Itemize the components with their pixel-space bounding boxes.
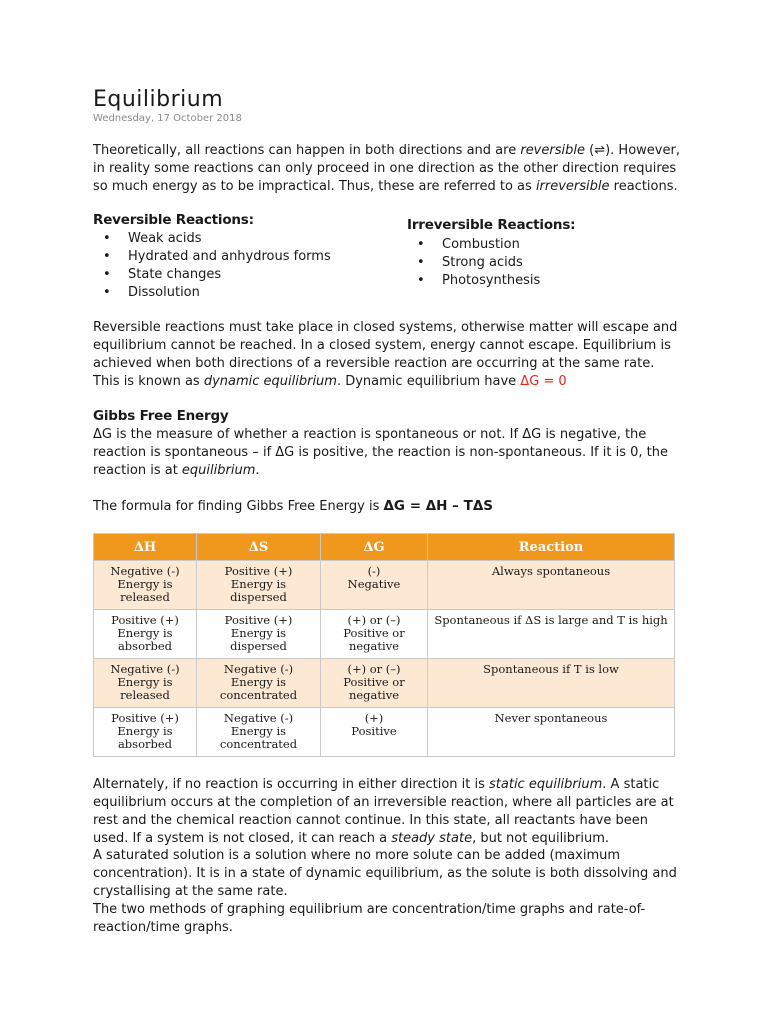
intro-em-irreversible: irreversible: [535, 179, 610, 194]
irreversible-list: [407, 236, 540, 290]
cell-reaction: Never spontaneous: [428, 708, 675, 757]
intro-paragraph: [93, 142, 683, 196]
cell-dh: [94, 610, 197, 659]
page-date: Wednesday, 17 October 2018: [93, 113, 242, 124]
list-item: • Strong acids: [407, 254, 540, 272]
table-header-row: [94, 534, 675, 561]
cell-line: Energy is: [230, 675, 287, 689]
static-text-3: , but not equilibrium.: [472, 831, 610, 846]
cell-line: concentrated: [219, 688, 298, 702]
cell-line: Energy is: [230, 724, 287, 738]
header-dg: ΔG: [321, 534, 428, 561]
static-em-equilibrium: static equilibrium: [489, 777, 603, 792]
cell-dh: [94, 659, 197, 708]
intro-text-2: (⇌). However, in reality some reactions can only proceed in one direction as the other direction requires so much energy as to be impractical. Thus, these are referred to as: [93, 143, 680, 194]
cell-line: Negative: [347, 577, 401, 591]
formula-paragraph: [93, 497, 683, 516]
cell-reaction: Always spontaneous: [428, 561, 675, 610]
cell-dg: [321, 659, 428, 708]
saturated-paragraph: A saturated solution is a solution where no more solute can be added (maximum concentration). It is in a state of dynamic equilibrium, as the solute is both dissolving and crystallising at the same rate.: [93, 848, 677, 899]
cell-line: Positive: [351, 724, 397, 738]
gibbs-paragraph: [93, 426, 683, 480]
gibbs-em-equilibrium: equilibrium: [181, 463, 256, 478]
cell-line: Negative (-): [110, 662, 180, 676]
page-title: Equilibrium: [93, 87, 224, 112]
cell-line: (+) or (–): [347, 662, 401, 676]
delta-g-zero: ΔG = 0: [520, 374, 567, 389]
cell-reaction: Spontaneous if T is low: [428, 659, 675, 708]
cell-line: absorbed: [117, 737, 173, 751]
cell-dg: [321, 610, 428, 659]
cell-reaction: Spontaneous if ΔS is large and T is high: [428, 610, 675, 659]
closed-text-1: Reversible reactions must take place in closed systems, otherwise matter will escape and equilibrium cannot be reached. In a closed system, energy cannot escape. Equilibrium is achieved when both directions of a reversible reaction are occurring at the same rate. This is known as: [93, 320, 678, 389]
cell-dh: [94, 561, 197, 610]
closed-system-paragraph: [93, 319, 683, 391]
cell-line: released: [120, 688, 170, 702]
static-em-steady-state: steady state: [391, 831, 473, 846]
cell-line: Positive (+): [224, 564, 293, 578]
cell-line: Energy is: [230, 626, 287, 640]
list-item: • State changes: [93, 266, 331, 284]
cell-line: (+) or (–): [347, 613, 401, 627]
reversible-list: [93, 230, 331, 302]
cell-dh: [94, 708, 197, 757]
static-text-2: . A static equilibrium occurs at the completion of an irreversible reaction, where all particles are at rest and the chemical reaction cannot continue. In this state, all reactants have been used. If a system is not closed, it can reach a: [93, 777, 674, 846]
cell-line: Negative (-): [223, 662, 294, 676]
header-ds: ΔS: [197, 534, 321, 561]
cell-line: Positive (+): [111, 613, 179, 627]
cell-line: absorbed: [117, 639, 173, 653]
static-equilibrium-paragraph: [93, 776, 683, 848]
cell-line: Positive (+): [224, 613, 293, 627]
cell-line: Energy is: [117, 675, 173, 689]
list-item: • Dissolution: [93, 284, 331, 302]
list-item: • Combustion: [407, 236, 540, 254]
cell-line: Positive (+): [111, 711, 179, 725]
header-dh: ΔH: [94, 534, 197, 561]
list-item: • Photosynthesis: [407, 272, 540, 290]
cell-line: (-): [367, 564, 381, 578]
cell-dg: [321, 561, 428, 610]
gibbs-text-1: ΔG is the measure of whether a reaction is spontaneous or not. If ΔG is negative, the reaction is spontaneous – if ΔG is positive, the reaction is non-spontaneous. If it is 0, the reaction is at: [93, 427, 668, 478]
cell-line: Positive or: [343, 675, 405, 689]
cell-line: released: [120, 590, 170, 604]
cell-line: Energy is: [117, 577, 173, 591]
cell-ds: [197, 708, 321, 757]
cell-line: Energy is: [117, 724, 173, 738]
gibbs-heading: Gibbs Free Energy: [93, 408, 229, 424]
formula-intro: The formula for finding Gibbs Free Energy is: [93, 499, 384, 514]
cell-line: dispersed: [230, 639, 287, 653]
cell-line: Energy is: [230, 577, 287, 591]
table-row: [94, 708, 675, 757]
closed-text-2: . Dynamic equilibrium have: [336, 374, 521, 389]
cell-ds: [197, 610, 321, 659]
intro-text-1: Theoretically, all reactions can happen in both directions and are: [93, 143, 521, 158]
cell-line: negative: [348, 639, 400, 653]
cell-line: Positive or: [343, 626, 405, 640]
gibbs-formula: ΔG = ΔH – TΔS: [383, 498, 493, 514]
cell-line: Negative (-): [223, 711, 294, 725]
graphs-paragraph: The two methods of graphing equilibrium are concentration/time graphs and rate-of-reaction/time graphs.: [93, 902, 646, 935]
static-text-1: Alternately, if no reaction is occurring in either direction it is: [93, 777, 490, 792]
cell-line: concentrated: [219, 737, 298, 751]
cell-line: Negative (-): [110, 564, 180, 578]
irreversible-heading: Irreversible Reactions:: [407, 217, 576, 233]
table-row: [94, 561, 675, 610]
list-item: • Weak acids: [93, 230, 331, 248]
table-row: [94, 610, 675, 659]
list-item: • Hydrated and anhydrous forms: [93, 248, 331, 266]
cell-dg: [321, 708, 428, 757]
cell-ds: [197, 561, 321, 610]
table-row: [94, 659, 675, 708]
cell-line: Energy is: [117, 626, 173, 640]
cell-ds: [197, 659, 321, 708]
closed-em-dynamic: dynamic equilibrium: [203, 374, 337, 389]
cell-line: negative: [348, 688, 400, 702]
reversible-heading: Reversible Reactions:: [93, 212, 254, 228]
header-reaction: Reaction: [428, 534, 675, 561]
intro-text-3: reactions.: [609, 179, 678, 194]
cell-line: (+): [364, 711, 384, 725]
intro-em-reversible: reversible: [520, 143, 585, 158]
cell-line: dispersed: [230, 590, 287, 604]
gibbs-table: [93, 533, 675, 757]
gibbs-text-2: .: [255, 463, 260, 478]
